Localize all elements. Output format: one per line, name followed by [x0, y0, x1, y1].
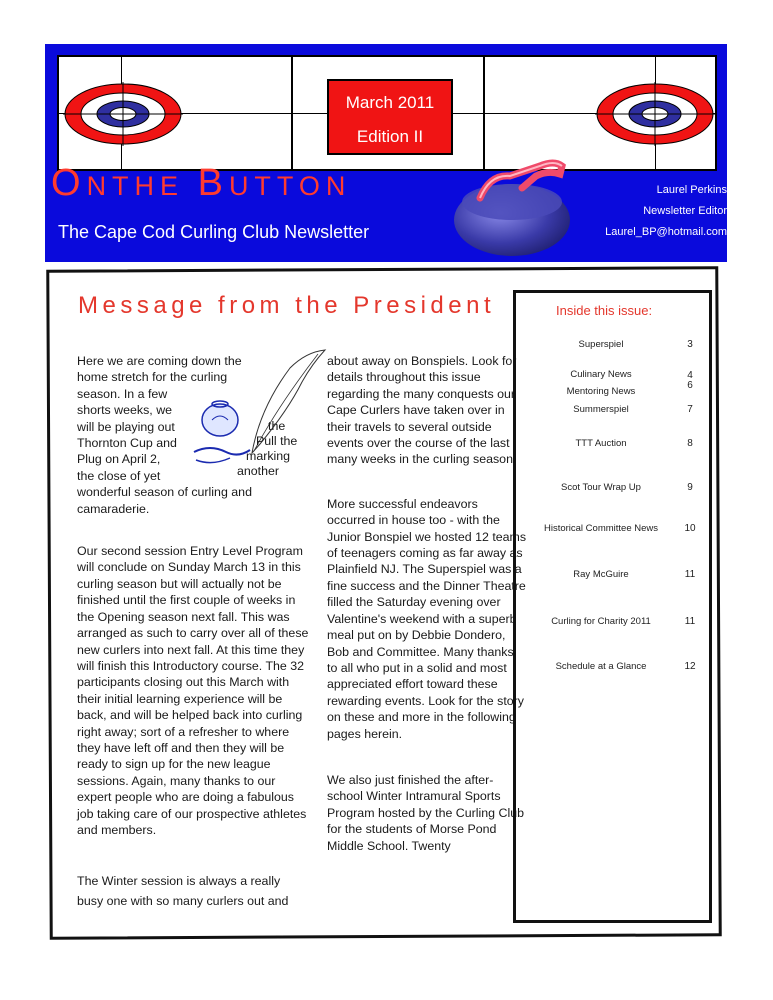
toc-item-title: Summerspiel	[573, 404, 629, 415]
toc-item-title: Historical Committee News	[543, 523, 659, 534]
article-line: season. In a few	[77, 386, 168, 401]
article-paragraph: More successful endeavors occurred in house too - with the Junior Bonspiel we hosted 12 teams of teenagers coming as far away as Plainfield NJ. The Superspiel was a fine success and the Dinner Theatre filled the Saturday evening over Valentine's weekend with a superb meal put on by Debbie Dondero, Bob and Committee. Many thanks to all who put in a solid and most appreciated effort toward these rewarding events. Look for the story on these and more in the following pages herein.	[327, 496, 527, 741]
editor-name: Laurel Perkins	[656, 184, 727, 196]
toc-item-title: Culinary News	[570, 369, 632, 380]
article-line: Thornton Cup and	[77, 436, 177, 451]
quill-word: Pull the	[256, 434, 298, 448]
issue-date: March 2011	[345, 93, 435, 112]
article-paragraph: wonderful season of curling and camaraderie.	[77, 485, 252, 516]
issue-date-box	[327, 79, 453, 155]
newsletter-title	[51, 162, 351, 205]
issue-edition: Edition II	[356, 127, 424, 146]
article-paragraph: We also just finished the after-school Winter Intramural Sports Program hosted by the Curling Club for the students of Morse Pond Middle School. Twenty	[327, 772, 524, 853]
house-target-left-icon	[63, 82, 183, 146]
article-line: Here we are coming down the	[77, 354, 242, 368]
quill-word: the	[268, 419, 286, 433]
toc-item-page: 4	[687, 370, 693, 381]
toc-item-title: TTT Auction	[575, 438, 627, 449]
masthead-banner	[45, 44, 727, 262]
article-line: home stretch for the curling	[77, 370, 228, 385]
inside-this-issue-heading: Inside this issue:	[556, 303, 653, 318]
editor-info	[552, 180, 727, 243]
toc-item-title: Curling for Charity 2011	[551, 616, 651, 627]
article-line: shorts weeks, we	[77, 403, 173, 418]
title-segment: NTHE	[86, 171, 185, 201]
president-message-title: Message from the President	[78, 292, 496, 319]
newsletter-subtitle: The Cape Cod Curling Club Newsletter	[58, 222, 370, 242]
title-segment: O	[51, 162, 87, 204]
toc-item-page: 12	[684, 661, 696, 672]
toc-item-title: Schedule at a Glance	[555, 661, 647, 672]
article-paragraph: Our second session Entry Level Program will conclude on Sunday March 13 in this curling season but will actually not be finished until the first couple of weeks in the Opening season next fall. This was arranged as such to carry over all of these new curlers into next fall. At this time they will finish this Introductory course. The 32 participants closing out this March with their initial learning experience will be back, and will be helped back into curling right away; sort of a refresher to where they have left off and then they will be ready to sign up for the new league sessions. Again, many thanks to our expert people who are doing a fabulous job taking care of our prospective athletes and members.	[77, 544, 309, 837]
toc-item-page: 9	[687, 482, 693, 493]
toc-item-title: Superspiel	[578, 339, 624, 350]
title-segment: UTTON	[228, 171, 352, 201]
toc-item-page: 8	[687, 438, 693, 449]
quill-word: another	[237, 464, 280, 478]
toc-item-title: Scot Tour Wrap Up	[561, 482, 641, 493]
toc-item-page: 7	[687, 404, 693, 415]
title-segment	[184, 171, 198, 201]
title-segment: B	[197, 162, 229, 204]
quill-word: marking	[246, 449, 291, 463]
toc-item-title: Ray McGuire	[573, 569, 629, 580]
article-line: Plug on April 2,	[77, 452, 161, 467]
hog-line-left	[291, 57, 293, 169]
article-paragraph: about away on Bonspiels. Look for details throughout this issue regarding the many conquests our Cape Curlers have taken over in their travels to several outside events over the course of the last many weeks in the curling season.	[327, 354, 517, 467]
article-paragraph: The Winter session is always a really busy one with so many curlers out and	[77, 874, 289, 909]
editor-role: Newsletter Editor	[643, 205, 727, 217]
toc-item-page: 10	[684, 523, 696, 534]
toc-item-title: Mentoring News	[566, 386, 636, 397]
toc-item-page: 11	[684, 569, 696, 580]
toc-item-page: 6	[687, 380, 693, 391]
article-line: will be playing out	[77, 419, 175, 434]
curling-sheet-graphic	[57, 55, 717, 171]
article-column-2	[327, 353, 527, 854]
house-target-right-icon	[595, 82, 715, 146]
article-line: the close of yet	[77, 468, 161, 483]
toc-item-page: 3	[687, 339, 693, 350]
toc-item-page: 11	[684, 616, 696, 627]
editor-email: Laurel_BP@hotmail.com	[605, 226, 727, 238]
